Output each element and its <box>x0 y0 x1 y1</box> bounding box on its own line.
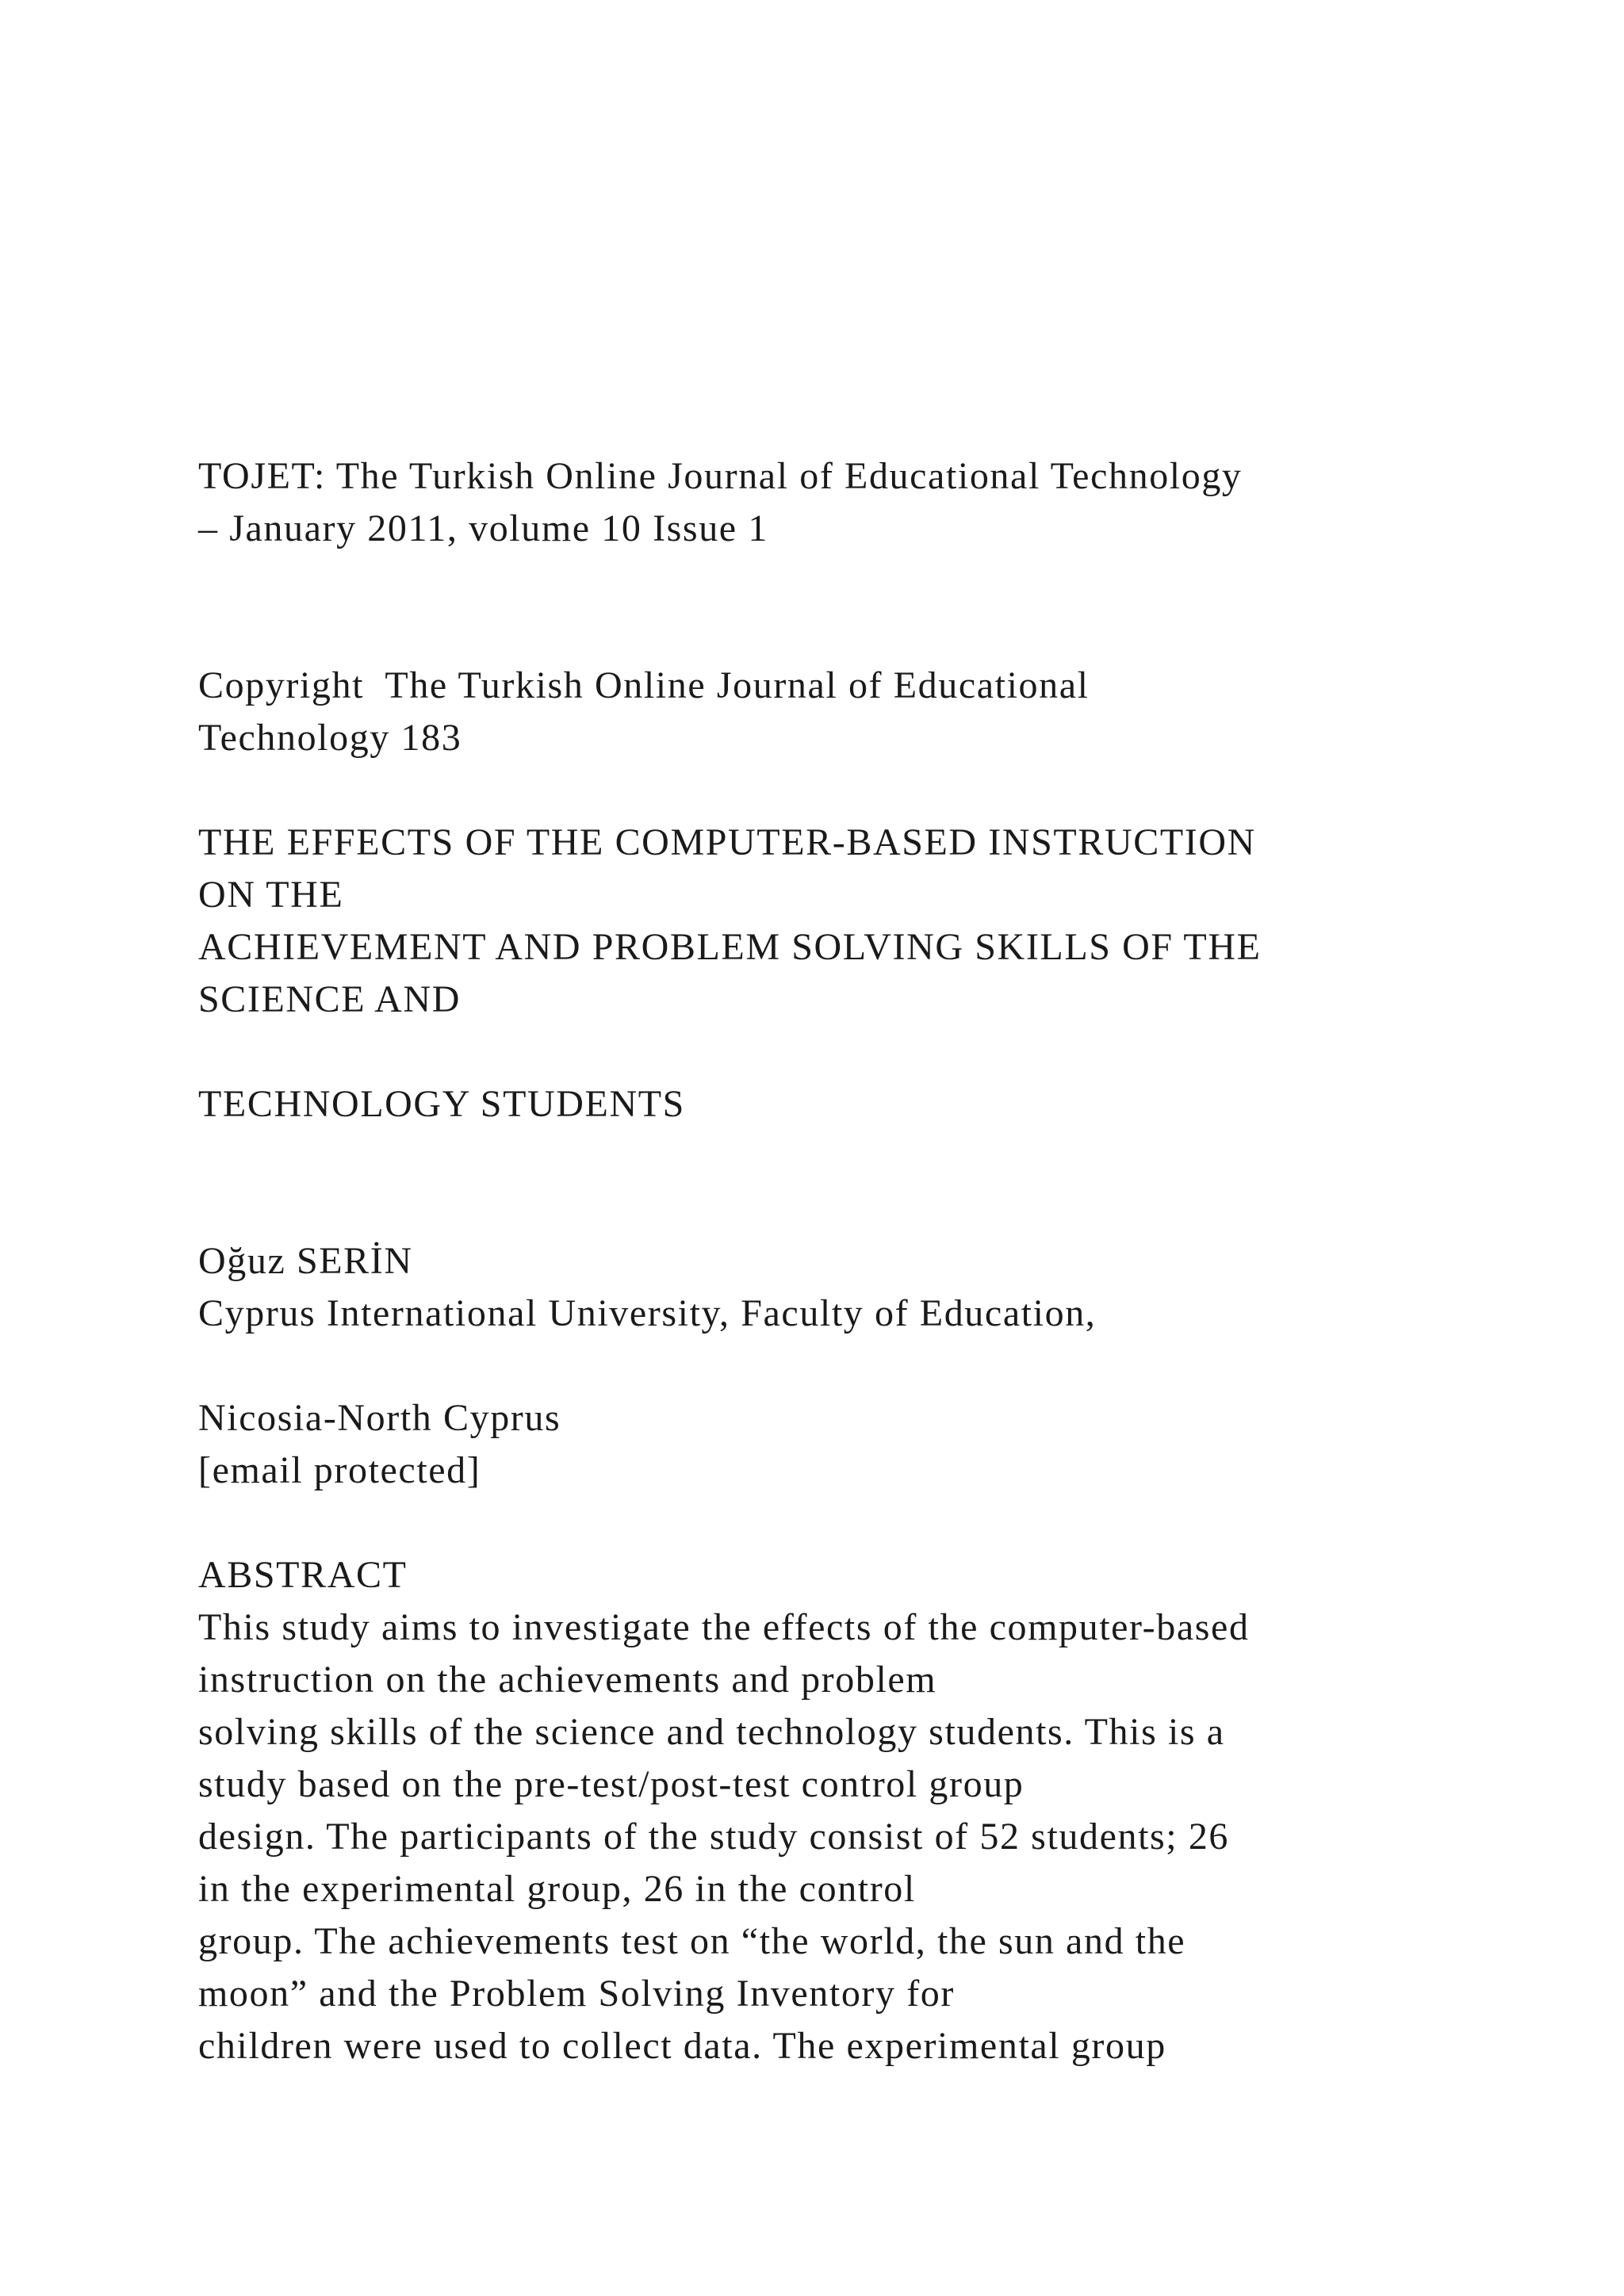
copyright-line-1: Copyright The Turkish Online Journal of Educational <box>198 664 1090 706</box>
document-page <box>198 450 1515 2072</box>
abstract-line-7: group. The achievements test on “the world, the sun and the <box>198 1920 1186 1962</box>
author-email: [email protected] <box>198 1449 481 1491</box>
abstract-line-2: instruction on the achievements and problem <box>198 1659 937 1701</box>
spacer <box>198 1340 1515 1392</box>
journal-header-line-1: TOJET: The Turkish Online Journal of Educational Technology <box>198 455 1243 497</box>
abstract-heading: ABSTRACT <box>198 1554 408 1596</box>
title-line-4: SCIENCE AND <box>198 978 461 1020</box>
copyright-line-2: Technology 183 <box>198 717 462 759</box>
abstract-line-6: in the experimental group, 26 in the control <box>198 1868 916 1910</box>
abstract-line-4: study based on the pre-test/post-test control group <box>198 1763 1025 1805</box>
spacer <box>198 555 1515 660</box>
title-line-1: THE EFFECTS OF THE COMPUTER-BASED INSTRUCTION <box>198 821 1256 863</box>
abstract-line-9: children were used to collect data. The experimental group <box>198 2025 1166 2067</box>
abstract-line-8: moon” and the Problem Solving Inventory for <box>198 1973 955 2015</box>
author-name: Oğuz SERİN <box>198 1240 413 1282</box>
author-affiliation: Cyprus International University, Faculty of Education, <box>198 1292 1097 1334</box>
title-line-3: ACHIEVEMENT AND PROBLEM SOLVING SKILLS OF THE <box>198 926 1262 968</box>
spacer <box>198 1026 1515 1078</box>
journal-header-line-2: – January 2011, volume 10 Issue 1 <box>198 507 768 549</box>
abstract-line-3: solving skills of the science and technology students. This is a <box>198 1711 1225 1753</box>
title-line-5: TECHNOLOGY STUDENTS <box>198 1083 685 1125</box>
abstract-line-1: This study aims to investigate the effects of the computer-based <box>198 1606 1250 1648</box>
spacer <box>198 1131 1515 1235</box>
author-location: Nicosia-North Cyprus <box>198 1397 561 1439</box>
title-line-2: ON THE <box>198 874 344 916</box>
spacer <box>198 764 1515 817</box>
abstract-line-5: design. The participants of the study consist of 52 students; 26 <box>198 1816 1230 1858</box>
spacer <box>198 1497 1515 1549</box>
